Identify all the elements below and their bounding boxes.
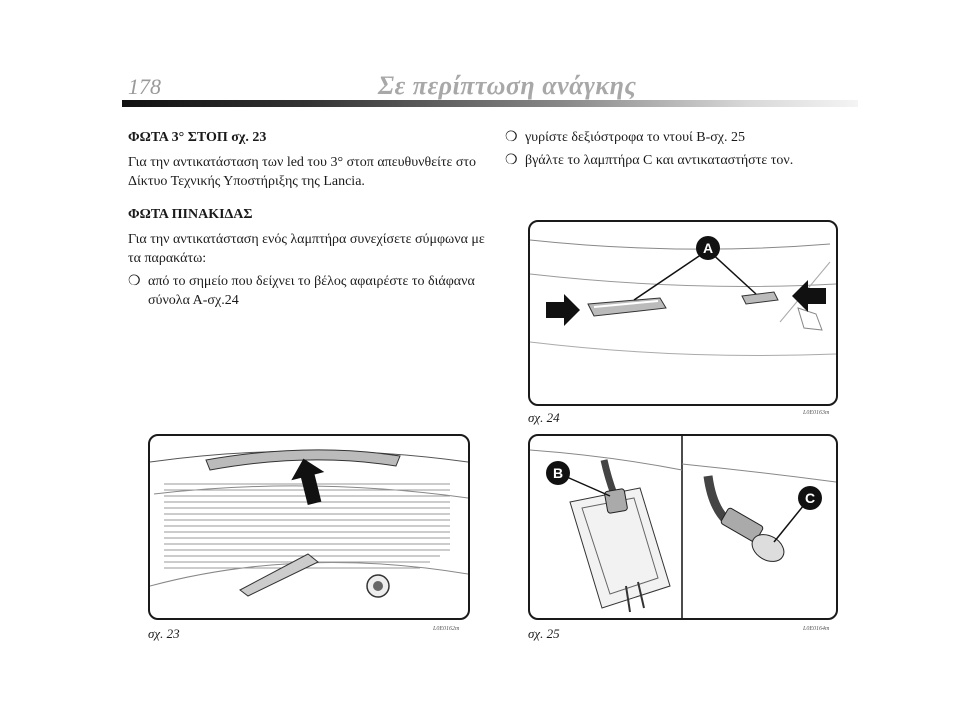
figure-24-plate-light-lenses [528,220,838,406]
figure-25-code: L0E0164m [803,626,830,632]
page-header-title: Σε περίπτωση ανάγκης [378,71,637,100]
bullet-icon: ❍ [505,153,518,168]
bullet-text: βγάλτε το λαμπτήρα C και αντικαταστήστε τον. [525,153,794,168]
left-column [128,128,488,314]
header-rule [122,100,858,107]
right-column [505,128,845,174]
figure-25-bulb-holder [528,434,838,620]
bullet-icon: ❍ [505,130,518,145]
section-text-plate-lights: Για την αντικατάσταση ενός λαμπτήρα συνεχίσετε σύμφωνα με τα παρακάτω: [128,232,485,266]
figure-24-caption: σχ. 24 [528,410,560,425]
section-text-third-stop: Για την αντικατάσταση των led του 3° στοπ απευθυνθείτε στο Δίκτυο Τεχνικής Υποστήριξης της Lancia. [128,155,477,189]
bullet-item [505,128,845,147]
label-a-text: A [702,240,714,256]
bullet-icon: ❍ [128,274,141,289]
bullet-text: γυρίστε δεξιόστροφα το ντουί B-σχ. 25 [525,130,746,145]
label-b-text: B [552,465,564,481]
section-heading-plate-lights: ΦΩΤΑ ΠΙΝΑΚΙΔΑΣ [128,207,253,222]
figure-25-caption: σχ. 25 [528,626,560,641]
page-number: 178 [128,74,161,99]
figure-24-code: L0E0163m [803,410,830,416]
figure-23-caption: σχ. 23 [148,626,180,641]
figure-23-rear-window [148,434,470,620]
bullet-item [128,272,488,310]
section-heading-third-stop: ΦΩΤΑ 3° ΣΤΟΠ σχ. 23 [128,130,267,145]
label-c-text: C [804,490,816,506]
bullet-item [505,151,845,170]
figure-23-code: L0E0162m [433,626,460,632]
bullet-text: από το σημείο που δείχνει το βέλος αφαιρέστε το διάφανα σύνολα Α-σχ.24 [148,274,475,308]
